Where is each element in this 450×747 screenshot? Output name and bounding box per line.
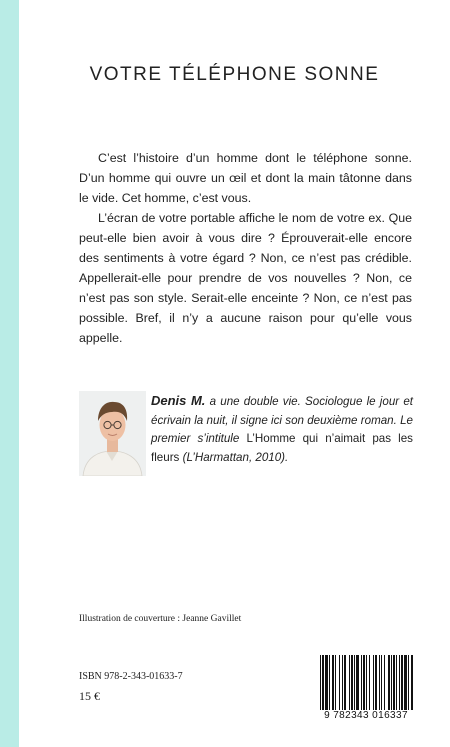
author-bio [151, 392, 413, 467]
barcode-bar [325, 655, 328, 711]
barcode-bar [369, 655, 370, 711]
barcode-bar [393, 655, 395, 711]
synopsis [79, 148, 412, 348]
barcode-bar [344, 655, 346, 711]
author-photo [79, 391, 146, 476]
illustration-credit: Illustration de couverture : Jeanne Gavillet [79, 614, 242, 624]
author-bio-text-2: (L’Harmattan, 2010). [179, 450, 289, 464]
barcode-bar [332, 655, 334, 711]
barcode-bar [349, 655, 350, 711]
spine-band [0, 0, 19, 747]
barcode-bar [375, 655, 377, 711]
book-title: VOTRE TÉLÉPHONE SONNE [89, 64, 380, 85]
barcode-bar [404, 655, 407, 711]
barcode-bar [354, 655, 355, 711]
barcode-bar [384, 655, 385, 711]
author-name: Denis M. [151, 393, 206, 408]
barcode-bar [411, 655, 413, 711]
isbn-text: ISBN 978-2-343-01633-7 [79, 671, 183, 682]
barcode-bar [379, 655, 380, 711]
author-portrait-image [79, 391, 146, 476]
barcode-bar [363, 655, 365, 711]
synopsis-paragraph-1: C’est l’histoire d’un homme dont le téléphone sonne. D’un homme qui ouvre un œil et dont la main tâtonne dans le vide. Cet homme, c’est vous. [79, 151, 412, 205]
barcode-bar [356, 655, 359, 711]
barcode-bar [373, 655, 374, 711]
barcode-bar [351, 655, 353, 711]
barcode-bar [366, 655, 367, 711]
barcode-bar [408, 655, 409, 711]
price-text: 15 € [79, 689, 100, 703]
barcode-bar [391, 655, 392, 711]
barcode-bar [401, 655, 403, 711]
author-bio-text-1: a une double vie. Sociologue le jour et écrivain la nuit, il signe ici son deuxième roman. Le premier s’intitule [151, 395, 413, 445]
synopsis-paragraph-2: L’écran de votre portable affiche le nom de votre ex. Que peut-elle bien avoir à vous dire ? Éprouverait-elle encore des sentiments à votre égard ? Non, ce n’est pas crédible. Appellerait-elle pour prendre de vos nouvelles ? Non, ce n’est pas son style. Serait-elle enceinte ? Non, ce n’est pas possible. Bref, il n’y a aucune raison pour qu’elle vous appelle. [79, 211, 412, 345]
barcode-bar [322, 655, 324, 711]
barcode-bar [320, 655, 321, 711]
barcode-bar [329, 655, 330, 711]
barcode-bar [399, 655, 400, 711]
barcode-bar [339, 655, 340, 711]
barcode-bar [342, 655, 343, 711]
barcode-bar [388, 655, 390, 711]
first-book-title: L’Homme qui n’aimait pas les fleurs [151, 432, 413, 464]
barcode-bar [396, 655, 397, 711]
barcode-digits: 9 782343 016337 [316, 710, 416, 721]
barcode-bar [361, 655, 362, 711]
barcode-bar [335, 655, 336, 711]
barcode-bar [381, 655, 382, 711]
